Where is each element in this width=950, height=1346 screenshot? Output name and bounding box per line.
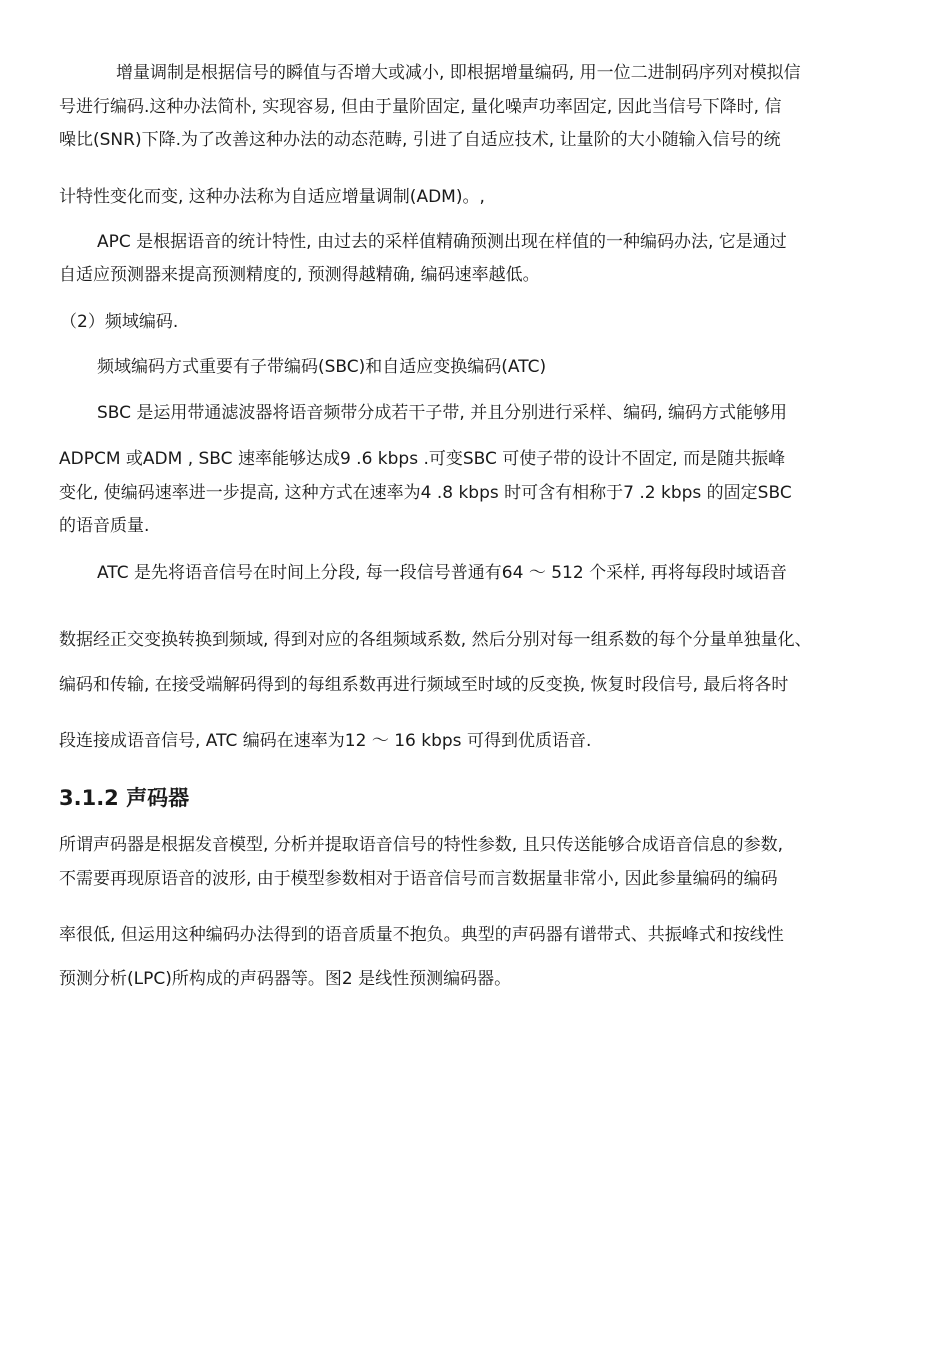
apc-paragraph-line-2: 自适应预测器来提高预测精度的, 预测得越精确, 编码速率越低。 (59, 265, 540, 285)
vocoder-paragraph-line-1: 所谓声码器是根据发音模型, 分析并提取语音信号的特性参数, 且只传送能够合成语音信息的参数, (59, 835, 784, 855)
sbc-paragraph-line-2: ADPCM 或ADM , SBC 速率能够达成9 .6 kbps .可变SBC 可使子带的设计不固定, 而是随共振峰 (59, 449, 786, 469)
adm-paragraph-line-2: 号进行编码.这种办法简朴, 实现容易, 但由于量阶固定, 量化噪声功率固定, 因此当信号下降时, 信 (59, 97, 782, 117)
sbc-paragraph-line-1: SBC 是运用带通滤波器将语音频带分成若干子带, 并且分别进行采样、编码, 编码方式能够用 (97, 403, 788, 423)
adm-paragraph-line-1: 增量调制是根据信号的瞬值与否增大或减小, 即根据增量编码, 用一位二进制码序列对模拟信 (116, 63, 801, 83)
freq-domain-subtitle: （2）频域编码. (60, 312, 179, 332)
adm-paragraph-line-3: 噪比(SNR)下降.为了改善这种办法的动态范畴, 引进了自适应技术, 让量阶的大小随输入信号的统 (59, 130, 781, 150)
atc-paragraph-line-1: ATC 是先将语音信号在时间上分段, 每一段信号普通有64 ～ 512 个采样, 再将每段时域语音 (97, 563, 787, 583)
atc-paragraph-line-2: 数据经正交变换转换到频域, 得到对应的各组频域系数, 然后分别对每一组系数的每个分量单独量化、 (59, 630, 812, 650)
apc-paragraph-line-1: APC 是根据语音的统计特性, 由过去的采样值精确预测出现在样值的一种编码办法, 它是通过 (97, 232, 787, 252)
atc-paragraph-line-4: 段连接成语音信号, ATC 编码在速率为12 ～ 16 kbps 可得到优质语音. (59, 731, 592, 751)
vocoder-paragraph-line-2: 不需要再现原语音的波形, 由于模型参数相对于语音信号而言数据量非常小, 因此参量编码的编码 (59, 869, 778, 889)
sbc-paragraph-line-4: 的语音质量. (59, 516, 150, 536)
freq-domain-intro: 频域编码方式重要有子带编码(SBC)和自适应变换编码(ATC) (97, 357, 547, 377)
vocoder-paragraph-line-3: 率很低, 但运用这种编码办法得到的语音质量不抱负。典型的声码器有谱带式、共振峰式和按线性 (59, 925, 784, 945)
sbc-paragraph-line-3: 变化, 使编码速率进一步提高, 这种方式在速率为4 .8 kbps 时可含有相称于7 .2 kbps 的固定SBC (59, 483, 792, 503)
adm-paragraph-line-4: 计特性变化而变, 这种办法称为自适应增量调制(ADM)。, (59, 187, 485, 207)
atc-paragraph-line-3: 编码和传输, 在接受端解码得到的每组系数再进行频域至时域的反变换, 恢复时段信号, 最后将各时 (59, 675, 789, 695)
vocoder-paragraph-line-4: 预测分析(LPC)所构成的声码器等。图2 是线性预测编码器。 (59, 969, 512, 989)
section-heading: 3.1.2 声码器 (59, 786, 190, 810)
